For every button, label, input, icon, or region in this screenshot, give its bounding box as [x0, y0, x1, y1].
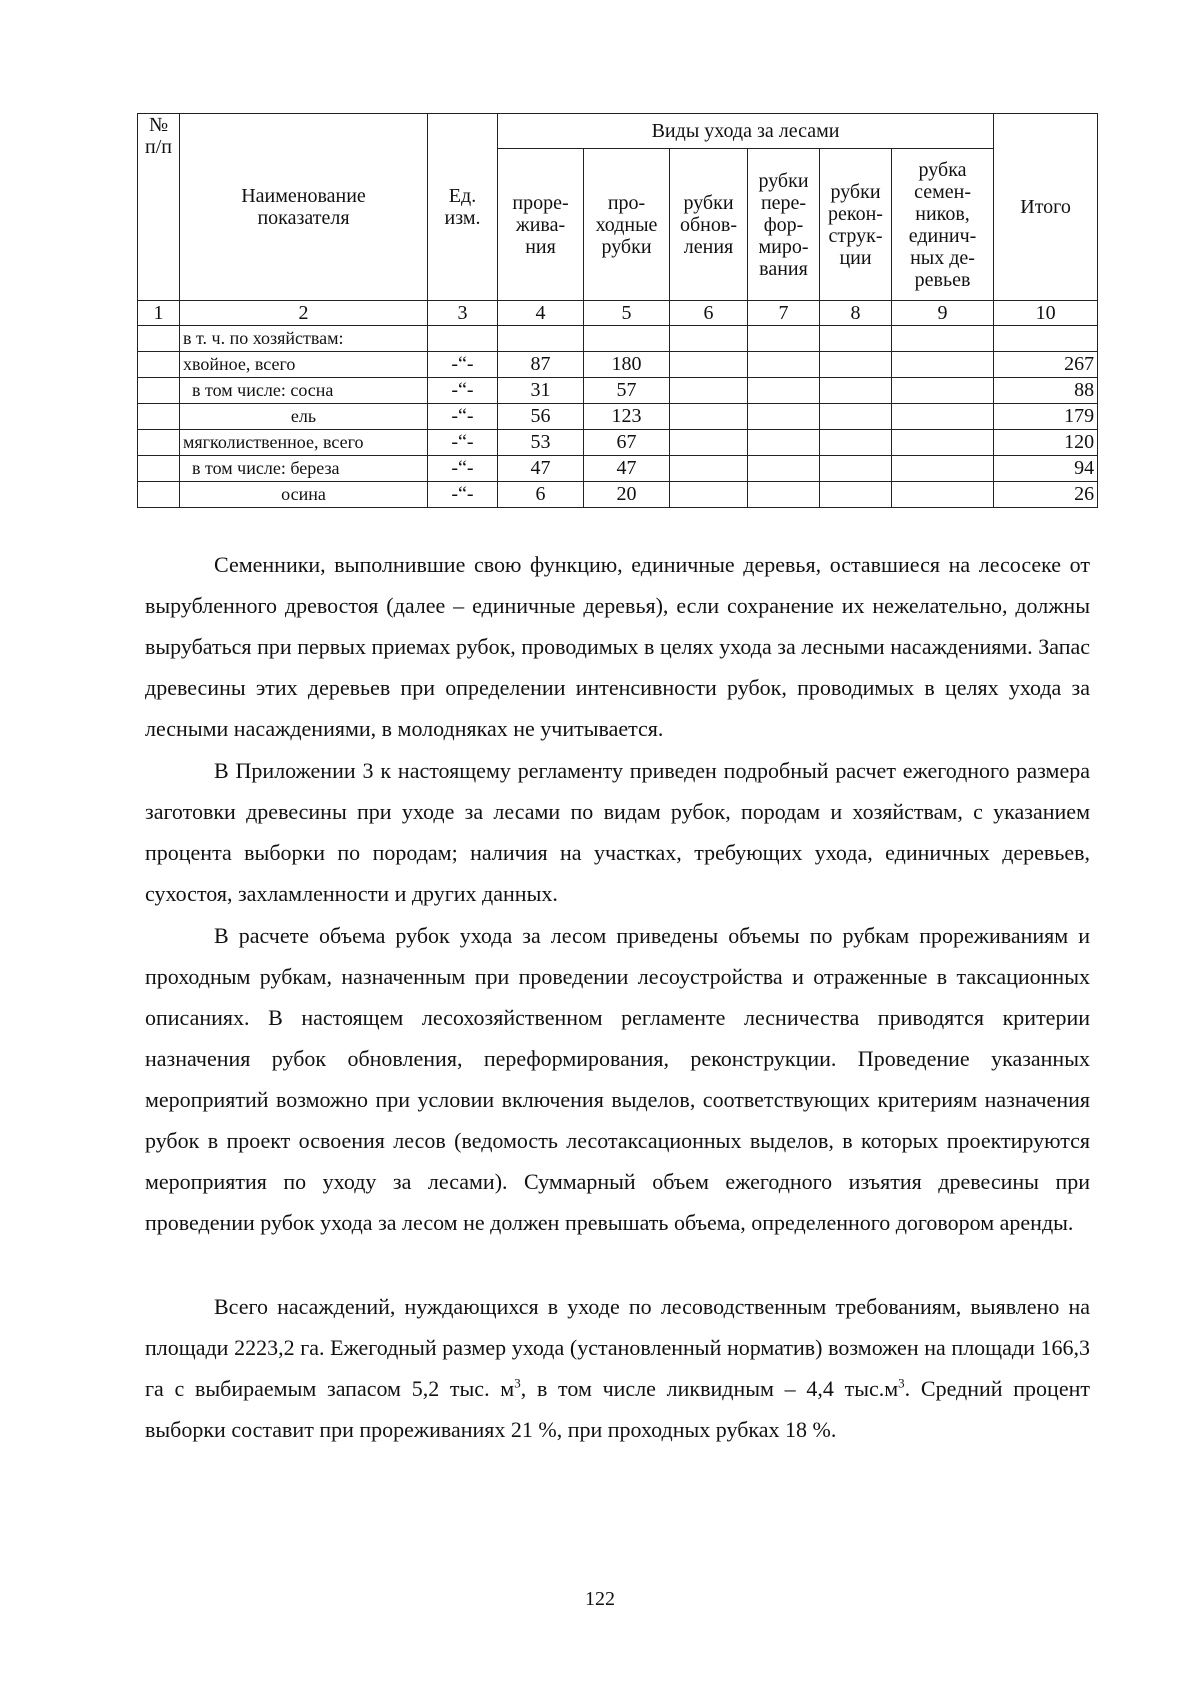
- row-total: [994, 326, 1098, 352]
- index-cell: 4: [498, 301, 584, 326]
- empty-cell: [748, 326, 820, 352]
- index-cell: 1: [138, 301, 180, 326]
- index-cell: 2: [180, 301, 428, 326]
- row-total: 88: [994, 378, 1098, 404]
- row-thinning-value: 87: [498, 352, 584, 378]
- row-thinning-value: 47: [498, 456, 584, 482]
- header-care-types: Виды ухода за лесами: [498, 114, 994, 149]
- header-reconstruction-cutting: рубки рекон- струк- ции: [820, 149, 892, 301]
- row-name: осина: [180, 482, 428, 508]
- paragraph-cutting-volume: В расчете объема рубок ухода за лесом приведены объемы по рубкам прореживаниям и проходным рубкам, назначенным при проведении лесоустройства и отраженные в таксационных описаниях. В настоящем лесохозяйственном регламенте лесничества приводятся критерии назначения рубок обновления, переформирования, реконструкции. Проведение указанных мероприятий возможно при условии включения выделов, соответствующих критериям назначения рубок в проект освоения лесов (ведомость лесотаксационных выделов, в которых проектируются мероприятия по уходу за лесами). Суммарный объем ежегодного изъятия древесины при проведении рубок ухода за лесом не должен превышать объема, определенного договором аренды.: [145, 923, 1090, 1235]
- header-thinning: проре- жива- ния: [498, 149, 584, 301]
- row-num-cell: [138, 378, 180, 404]
- index-cell: 3: [428, 301, 498, 326]
- row-unit: -“-: [428, 430, 498, 456]
- empty-cell: [892, 404, 994, 430]
- table-index-row: [138, 301, 1098, 326]
- row-num-cell: [138, 482, 180, 508]
- row-passage-value: 180: [584, 352, 670, 378]
- table-row: [138, 456, 1098, 482]
- header-reformation-cutting: рубки пере- фор- миро- вания: [748, 149, 820, 301]
- summary-text-a: Всего насаждений, нуждающихся в уходе по лесоводственным требованиям, выявлено на площади 2223,2 га. Ежегодный размер ухода (установленный норматив) возможен на площади 166,3 га с выбираемым запасом 5,2 тыс. м: [145, 1294, 1090, 1401]
- header-num: № п/п: [138, 114, 180, 301]
- header-unit: Ед. изм.: [428, 114, 498, 301]
- empty-cell: [892, 482, 994, 508]
- page-number: 122: [585, 1588, 615, 1610]
- header-name: Наименование показателя: [180, 114, 428, 301]
- index-cell: 5: [584, 301, 670, 326]
- row-total: 94: [994, 456, 1098, 482]
- row-passage-value: [584, 326, 670, 352]
- empty-cell: [670, 430, 748, 456]
- forest-care-table: [137, 113, 1098, 508]
- paragraph-appendix-3: В Приложении 3 к настоящему регламенту приведен подробный расчет ежегодного размера заготовки древесины при уходе за лесами по видам рубок, породам и хозяйствам, с указанием процента выборки по породам; наличия на участках, требующих ухода, единичных деревьев, сухостоя, захламленности и других данных.: [145, 758, 1090, 906]
- index-cell: 9: [892, 301, 994, 326]
- empty-cell: [820, 326, 892, 352]
- table-row: [138, 482, 1098, 508]
- table-row: [138, 378, 1098, 404]
- row-thinning-value: 53: [498, 430, 584, 456]
- row-unit: -“-: [428, 378, 498, 404]
- empty-cell: [748, 482, 820, 508]
- table-row: [138, 326, 1098, 352]
- empty-cell: [670, 456, 748, 482]
- row-total: 26: [994, 482, 1098, 508]
- summary-text-b: , в том числе ликвидным – 4,4 тыс.м: [520, 1376, 899, 1401]
- header-passage-cutting: про- ходные рубки: [584, 149, 670, 301]
- empty-cell: [748, 456, 820, 482]
- empty-cell: [748, 352, 820, 378]
- row-name: мягколиственное, всего: [180, 430, 428, 456]
- table-row: [138, 352, 1098, 378]
- paragraph-seed-trees: Семенники, выполнившие свою функцию, единичные деревья, оставшиеся на лесосеке от вырубленного древостоя (далее – единичные деревья), если сохранение их нежелательно, должны вырубаться при первых приемах рубок, проводимых в целях ухода за лесными насаждениями. Запас древесины этих деревьев при определении интенсивности рубок, проводимых в целях ухода за лесными насаждениями, в молодняках не учитывается.: [145, 552, 1090, 741]
- header-seed-tree-cutting: рубка семен- ников, единич- ных де- ревьев: [892, 149, 994, 301]
- row-unit: [428, 326, 498, 352]
- empty-cell: [820, 430, 892, 456]
- empty-cell: [892, 352, 994, 378]
- summary-text-c: . Средний процент выборки составит при прореживаниях 21 %, при проходных рубках 18 %.: [145, 1376, 1090, 1442]
- row-name: в том числе: сосна: [180, 378, 428, 404]
- row-name: в т. ч. по хозяйствам:: [180, 326, 428, 352]
- row-thinning-value: 6: [498, 482, 584, 508]
- empty-cell: [820, 352, 892, 378]
- row-name: хвойное, всего: [180, 352, 428, 378]
- empty-cell: [892, 456, 994, 482]
- paragraph-care-summary: [145, 1286, 1090, 1450]
- empty-cell: [670, 352, 748, 378]
- row-name: в том числе: береза: [180, 456, 428, 482]
- index-cell: 8: [820, 301, 892, 326]
- empty-cell: [892, 378, 994, 404]
- row-total: 179: [994, 404, 1098, 430]
- empty-cell: [820, 404, 892, 430]
- index-cell: 6: [670, 301, 748, 326]
- empty-cell: [670, 404, 748, 430]
- row-total: 267: [994, 352, 1098, 378]
- row-num-cell: [138, 456, 180, 482]
- row-unit: -“-: [428, 352, 498, 378]
- header-total: Итого: [994, 114, 1098, 301]
- table-header-row-1: [138, 114, 1098, 149]
- row-total: 120: [994, 430, 1098, 456]
- row-unit: -“-: [428, 482, 498, 508]
- index-cell: 10: [994, 301, 1098, 326]
- empty-cell: [748, 404, 820, 430]
- empty-cell: [748, 430, 820, 456]
- row-passage-value: 20: [584, 482, 670, 508]
- empty-cell: [892, 430, 994, 456]
- row-unit: -“-: [428, 404, 498, 430]
- empty-cell: [820, 482, 892, 508]
- header-renewal-cutting: рубки обнов- ления: [670, 149, 748, 301]
- superscript-cubic: 3: [898, 1375, 905, 1391]
- empty-cell: [670, 378, 748, 404]
- empty-cell: [748, 378, 820, 404]
- empty-cell: [892, 326, 994, 352]
- row-num-cell: [138, 352, 180, 378]
- row-passage-value: 47: [584, 456, 670, 482]
- row-thinning-value: 31: [498, 378, 584, 404]
- row-passage-value: 123: [584, 404, 670, 430]
- empty-cell: [820, 378, 892, 404]
- row-name: ель: [180, 404, 428, 430]
- empty-cell: [820, 456, 892, 482]
- row-num-cell: [138, 430, 180, 456]
- empty-cell: [670, 482, 748, 508]
- empty-cell: [670, 326, 748, 352]
- row-num-cell: [138, 326, 180, 352]
- table-row: [138, 404, 1098, 430]
- index-cell: 7: [748, 301, 820, 326]
- row-passage-value: 57: [584, 378, 670, 404]
- table-row: [138, 430, 1098, 456]
- row-thinning-value: 56: [498, 404, 584, 430]
- row-passage-value: 67: [584, 430, 670, 456]
- row-num-cell: [138, 404, 180, 430]
- row-unit: -“-: [428, 456, 498, 482]
- row-thinning-value: [498, 326, 584, 352]
- superscript-cubic: 3: [514, 1375, 521, 1391]
